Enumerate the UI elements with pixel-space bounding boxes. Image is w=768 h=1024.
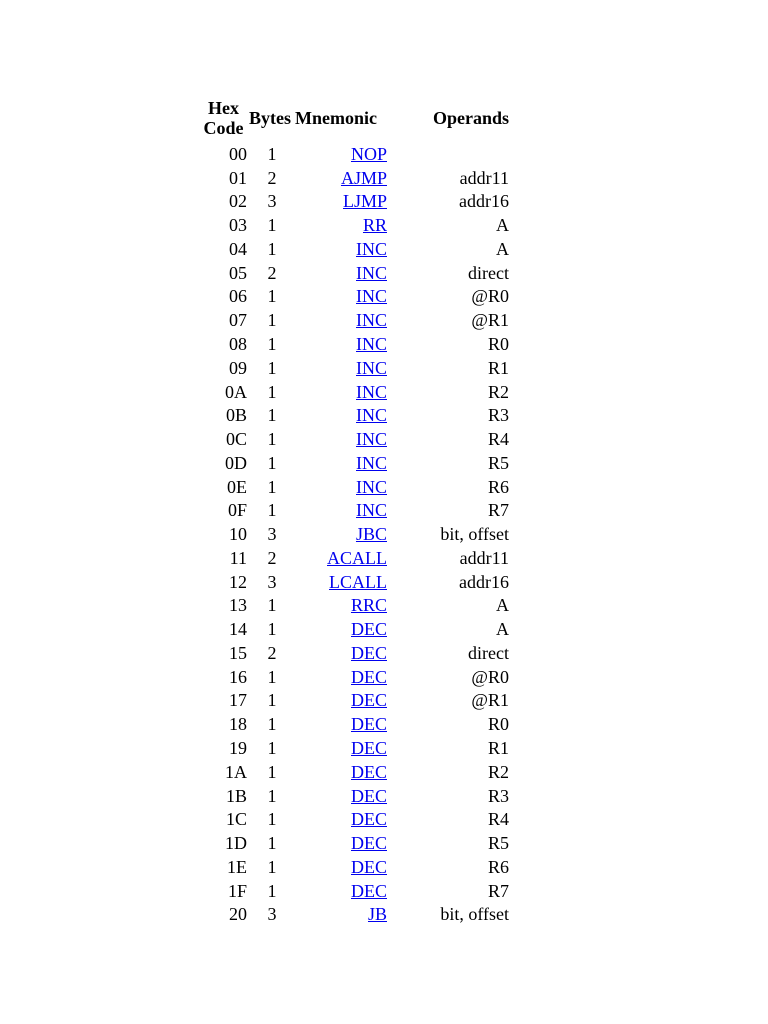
operands-cell: R5 <box>487 833 509 854</box>
hex-code-cell: 1C <box>225 809 247 830</box>
mnemonic-link[interactable]: DEC <box>351 785 387 806</box>
hex-code-cell: 10 <box>229 524 247 545</box>
operands-cell: A <box>496 215 509 236</box>
mnemonic-cell <box>295 665 387 689</box>
mnemonic-cell <box>295 142 387 166</box>
hex-code-cell: 20 <box>229 904 247 925</box>
mnemonic-cell <box>295 522 387 546</box>
operands-cell: bit, offset <box>440 524 509 545</box>
table-row <box>200 380 509 404</box>
table-row <box>200 498 509 522</box>
header-bytes: Bytes <box>249 108 291 128</box>
mnemonic-cell <box>295 879 387 903</box>
table-header-row <box>200 94 509 142</box>
hex-code-cell: 13 <box>229 595 247 616</box>
hex-code-cell: 0E <box>227 476 247 497</box>
operands-cell: R6 <box>487 856 509 877</box>
mnemonic-link[interactable]: INC <box>356 310 387 331</box>
mnemonic-cell <box>295 285 387 309</box>
mnemonic-cell <box>295 475 387 499</box>
bytes-cell: 1 <box>267 215 277 236</box>
bytes-cell: 1 <box>267 286 277 307</box>
bytes-cell: 2 <box>267 167 277 188</box>
mnemonic-link[interactable]: LCALL <box>329 571 387 592</box>
hex-code-cell: 08 <box>229 334 247 354</box>
hex-code-cell: 00 <box>229 143 247 164</box>
operands-cell: addr16 <box>459 191 509 212</box>
hex-code-cell: 1A <box>225 761 247 782</box>
table-row <box>200 641 509 665</box>
hex-code-cell: 01 <box>229 167 247 188</box>
mnemonic-cell <box>295 261 387 285</box>
operands-cell: R1 <box>487 357 509 378</box>
mnemonic-link[interactable]: DEC <box>351 856 387 877</box>
bytes-cell: 1 <box>267 381 277 402</box>
hex-code-cell: 05 <box>229 262 247 283</box>
mnemonic-link[interactable]: DEC <box>351 761 387 782</box>
mnemonic-cell <box>295 831 387 855</box>
table-row <box>200 142 509 166</box>
mnemonic-link[interactable]: INC <box>356 334 387 354</box>
table-row <box>200 689 509 713</box>
table-row <box>200 617 509 641</box>
mnemonic-cell <box>295 308 387 332</box>
operands-cell: addr16 <box>459 571 509 592</box>
hex-code-cell: 17 <box>229 690 247 711</box>
table-row <box>200 285 509 309</box>
table-row <box>200 403 509 427</box>
mnemonic-link[interactable]: AJMP <box>340 167 387 188</box>
opcode-table <box>200 94 509 926</box>
mnemonic-link[interactable]: RRC <box>350 595 387 616</box>
mnemonic-link[interactable]: INC <box>356 262 387 283</box>
mnemonic-link[interactable]: INC <box>356 238 387 259</box>
hex-code-cell: 09 <box>229 357 247 378</box>
mnemonic-cell <box>295 855 387 879</box>
table-row <box>200 807 509 831</box>
table-row <box>200 712 509 736</box>
table-row <box>200 237 509 261</box>
hex-code-cell: 1F <box>227 880 247 901</box>
mnemonic-link[interactable]: INC <box>356 357 387 378</box>
table-row <box>200 784 509 808</box>
hex-code-cell: 12 <box>229 571 247 592</box>
bytes-cell: 1 <box>267 357 277 378</box>
hex-code-cell: 0B <box>225 405 247 426</box>
operands-cell: R4 <box>487 809 509 830</box>
operands-cell: R0 <box>487 714 509 735</box>
operands-cell: addr11 <box>459 167 509 188</box>
header-operands: Operands <box>432 108 509 128</box>
mnemonic-cell <box>295 594 387 618</box>
operands-cell: direct <box>468 262 509 283</box>
bytes-cell: 1 <box>267 500 277 521</box>
table-row <box>200 855 509 879</box>
table-row <box>200 760 509 784</box>
bytes-cell: 3 <box>267 524 277 545</box>
table-row <box>200 475 509 499</box>
table-row <box>200 213 509 237</box>
mnemonic-link[interactable]: DEC <box>351 714 387 735</box>
hex-code-cell: 0A <box>225 381 247 402</box>
mnemonic-link[interactable]: DEC <box>351 690 387 711</box>
operands-cell: A <box>496 619 509 640</box>
hex-code-cell: 04 <box>229 238 247 259</box>
table-row <box>200 427 509 451</box>
operands-cell <box>387 142 509 166</box>
hex-code-cell: 19 <box>229 738 247 759</box>
operands-cell: A <box>496 238 509 259</box>
mnemonic-cell <box>295 237 387 261</box>
mnemonic-cell <box>295 403 387 427</box>
bytes-cell: 1 <box>267 452 277 473</box>
header-mnemonic: Mnemonic <box>295 108 377 128</box>
mnemonic-cell <box>295 807 387 831</box>
operands-cell: @R1 <box>471 690 509 711</box>
mnemonic-link[interactable]: JB <box>367 904 387 925</box>
mnemonic-cell <box>295 570 387 594</box>
mnemonic-cell <box>295 166 387 190</box>
mnemonic-link[interactable]: INC <box>356 476 387 497</box>
mnemonic-link[interactable]: RR <box>362 215 387 236</box>
mnemonic-cell <box>295 190 387 214</box>
mnemonic-link[interactable]: DEC <box>351 666 387 687</box>
bytes-cell: 1 <box>267 405 277 426</box>
bytes-cell: 1 <box>267 476 277 497</box>
table-row <box>200 546 509 570</box>
operands-cell: R2 <box>487 761 509 782</box>
bytes-cell: 1 <box>267 761 277 782</box>
operands-cell: R5 <box>487 452 509 473</box>
bytes-cell: 1 <box>267 809 277 830</box>
mnemonic-link[interactable]: DEC <box>351 809 387 830</box>
operands-cell: bit, offset <box>440 904 509 925</box>
hex-code-cell: 0C <box>225 429 247 450</box>
mnemonic-link[interactable]: INC <box>356 286 387 307</box>
mnemonic-link[interactable]: DEC <box>351 833 387 854</box>
bytes-cell: 2 <box>267 262 277 283</box>
operands-cell: R6 <box>487 476 509 497</box>
bytes-cell: 1 <box>267 785 277 806</box>
mnemonic-cell <box>295 213 387 237</box>
operands-cell: R2 <box>487 381 509 402</box>
operands-cell: @R0 <box>471 286 509 307</box>
operands-cell: @R0 <box>471 666 509 687</box>
mnemonic-link[interactable]: INC <box>356 429 387 450</box>
mnemonic-cell <box>295 689 387 713</box>
table-row <box>200 570 509 594</box>
bytes-cell: 1 <box>267 143 277 164</box>
header-hex-code: Hex Code <box>203 98 244 138</box>
bytes-cell: 1 <box>267 310 277 331</box>
mnemonic-link[interactable]: DEC <box>351 642 387 663</box>
bytes-cell: 1 <box>267 690 277 711</box>
hex-code-cell: 11 <box>229 547 247 568</box>
bytes-cell: 3 <box>267 191 277 212</box>
table-row <box>200 261 509 285</box>
mnemonic-cell <box>295 356 387 380</box>
operands-cell: R3 <box>487 405 509 426</box>
operands-cell: direct <box>468 642 509 663</box>
table-row <box>200 190 509 214</box>
hex-code-cell: 14 <box>229 619 247 640</box>
bytes-cell: 1 <box>267 334 277 354</box>
table-row <box>200 522 509 546</box>
bytes-cell: 1 <box>267 595 277 616</box>
bytes-cell: 1 <box>267 880 277 901</box>
mnemonic-cell <box>295 498 387 522</box>
table-row <box>200 451 509 475</box>
operands-cell: @R1 <box>471 310 509 331</box>
operands-cell: R3 <box>487 785 509 806</box>
operands-cell: R0 <box>487 334 509 354</box>
bytes-cell: 1 <box>267 619 277 640</box>
table-row <box>200 879 509 903</box>
mnemonic-cell <box>295 784 387 808</box>
mnemonic-link[interactable]: LJMP <box>342 191 387 212</box>
hex-code-cell: 15 <box>229 642 247 663</box>
mnemonic-link[interactable]: INC <box>356 405 387 426</box>
mnemonic-link[interactable]: DEC <box>351 619 387 640</box>
mnemonic-link[interactable]: JBC <box>355 524 387 545</box>
hex-code-cell: 18 <box>229 714 247 735</box>
operands-cell: R7 <box>487 880 509 901</box>
bytes-cell: 3 <box>267 904 277 925</box>
mnemonic-cell <box>295 451 387 475</box>
mnemonic-link[interactable]: INC <box>356 500 387 521</box>
table-body <box>200 142 509 926</box>
mnemonic-cell <box>295 427 387 451</box>
table-row <box>200 903 509 927</box>
mnemonic-cell <box>295 380 387 404</box>
mnemonic-link[interactable]: ACALL <box>327 547 387 568</box>
bytes-cell: 3 <box>267 571 277 592</box>
mnemonic-link[interactable]: DEC <box>351 738 387 759</box>
operands-cell: R4 <box>487 429 509 450</box>
bytes-cell: 1 <box>267 429 277 450</box>
hex-code-cell: 1B <box>225 785 247 806</box>
mnemonic-cell <box>295 903 387 927</box>
bytes-cell: 2 <box>267 547 277 568</box>
bytes-cell: 1 <box>267 738 277 759</box>
operands-cell: R7 <box>487 500 509 521</box>
mnemonic-cell <box>295 712 387 736</box>
mnemonic-link[interactable]: INC <box>356 452 387 473</box>
hex-code-cell: 1E <box>227 856 247 877</box>
mnemonic-link[interactable]: DEC <box>351 880 387 901</box>
hex-code-cell: 0D <box>225 452 247 473</box>
table-row <box>200 594 509 618</box>
mnemonic-cell <box>295 546 387 570</box>
bytes-cell: 1 <box>267 714 277 735</box>
bytes-cell: 1 <box>267 238 277 259</box>
operands-cell: R1 <box>487 738 509 759</box>
operands-cell: A <box>496 595 509 616</box>
table-row <box>200 665 509 689</box>
bytes-cell: 1 <box>267 666 277 687</box>
hex-code-cell: 06 <box>229 286 247 307</box>
mnemonic-cell <box>295 332 387 356</box>
table-row <box>200 831 509 855</box>
hex-code-cell: 02 <box>229 191 247 212</box>
mnemonic-cell <box>295 760 387 784</box>
hex-code-cell: 07 <box>229 310 247 331</box>
mnemonic-link[interactable]: NOP <box>350 143 387 164</box>
mnemonic-link[interactable]: INC <box>356 381 387 402</box>
table-row <box>200 332 509 356</box>
hex-code-cell: 03 <box>229 215 247 236</box>
mnemonic-cell <box>295 736 387 760</box>
bytes-cell: 1 <box>267 833 277 854</box>
table-row <box>200 308 509 332</box>
hex-code-cell: 1D <box>225 833 247 854</box>
mnemonic-cell <box>295 641 387 665</box>
table-row <box>200 166 509 190</box>
bytes-cell: 1 <box>267 856 277 877</box>
bytes-cell: 2 <box>267 642 277 663</box>
table-row <box>200 356 509 380</box>
mnemonic-cell <box>295 617 387 641</box>
hex-code-cell: 0F <box>227 500 247 521</box>
table-row <box>200 736 509 760</box>
hex-code-cell: 16 <box>229 666 247 687</box>
operands-cell: addr11 <box>459 547 509 568</box>
